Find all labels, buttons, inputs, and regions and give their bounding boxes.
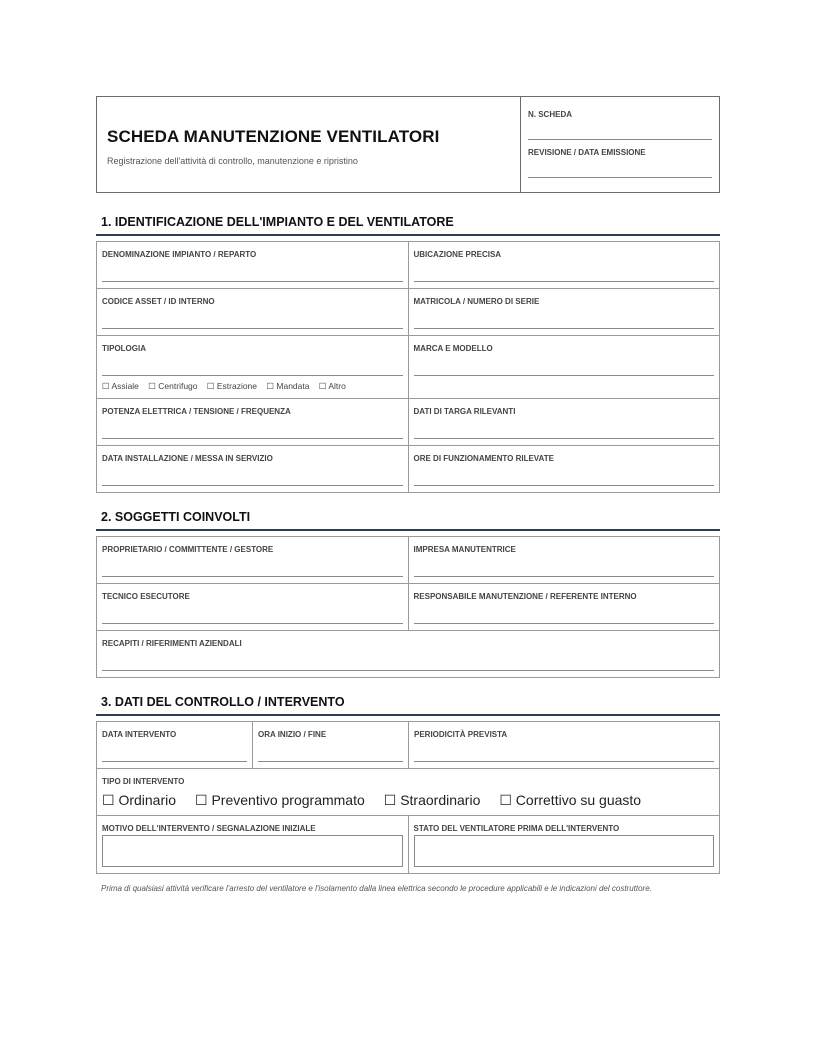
section3-row bbox=[97, 769, 719, 816]
section1-grid bbox=[96, 241, 720, 493]
time-cell bbox=[252, 722, 408, 768]
hours-cell bbox=[408, 446, 720, 492]
state-field[interactable] bbox=[414, 835, 715, 867]
plant-name-label: DENOMINAZIONE IMPIANTO / REPARTO bbox=[102, 250, 257, 259]
manager-label: RESPONSABILE MANUTENZIONE / REFERENTE INTERNO bbox=[413, 592, 637, 601]
install-date-cell bbox=[97, 446, 408, 492]
revision-label: REVISIONE / DATA EMISSIONE bbox=[528, 148, 646, 157]
type-option-estrazione[interactable]: ☐ Estrazione bbox=[206, 381, 258, 391]
document-title: SCHEDA MANUTENZIONE VENTILATORI bbox=[107, 127, 440, 146]
section1-row bbox=[97, 242, 719, 289]
install-date-field[interactable] bbox=[102, 463, 403, 486]
plant-name-field[interactable] bbox=[102, 259, 403, 282]
brand-model-label: MARCA E MODELLO bbox=[413, 344, 493, 353]
safety-note: Prima di qualsiasi attività verificare l'arresto del ventilatore e l'isolamento dalla linea elettrica secondo le procedure applicabili e le indicazioni del costruttore. bbox=[101, 884, 652, 893]
period-cell bbox=[408, 722, 719, 768]
contacts-field[interactable] bbox=[102, 648, 714, 671]
date-cell bbox=[97, 722, 252, 768]
section1-title: 1. IDENTIFICAZIONE DELL'IMPIANTO E DEL VENTILATORE bbox=[96, 215, 720, 236]
type-option-centrifugo[interactable]: ☐ Centrifugo bbox=[148, 381, 198, 391]
install-date-label: DATA INSTALLAZIONE / MESSA IN SERVIZIO bbox=[102, 454, 273, 463]
section3-row bbox=[97, 722, 719, 769]
manager-cell bbox=[408, 584, 720, 630]
section1-row bbox=[97, 446, 719, 492]
brand-model-cell bbox=[408, 336, 720, 398]
kind-option-correttivo[interactable]: ☐ Correttivo su guasto bbox=[499, 792, 642, 808]
reason-cell bbox=[97, 816, 408, 873]
section2-row bbox=[97, 631, 719, 677]
owner-field[interactable] bbox=[102, 554, 403, 577]
document-page bbox=[96, 96, 720, 895]
kind-option-ordinario[interactable]: ☐ Ordinario bbox=[102, 792, 177, 808]
power-field[interactable] bbox=[102, 416, 403, 439]
company-label: IMPRESA MANUTENTRICE bbox=[413, 545, 516, 554]
section1-row bbox=[97, 289, 719, 336]
type-option-mandata[interactable]: ☐ Mandata bbox=[266, 381, 310, 391]
section3-row bbox=[97, 816, 719, 873]
power-cell bbox=[97, 399, 408, 445]
company-cell bbox=[408, 537, 720, 583]
section2-row bbox=[97, 584, 719, 631]
reason-label: MOTIVO DELL'INTERVENTO / SEGNALAZIONE INIZIALE bbox=[102, 824, 316, 833]
location-field[interactable] bbox=[414, 259, 715, 282]
revision-field[interactable] bbox=[528, 157, 712, 178]
state-label: STATO DEL VENTILATORE PRIMA DELL'INTERVENTO bbox=[413, 824, 620, 833]
time-field[interactable] bbox=[258, 739, 403, 762]
kind-options bbox=[102, 792, 714, 809]
owner-label: PROPRIETARIO / COMMITTENTE / GESTORE bbox=[102, 545, 274, 554]
section2-row bbox=[97, 537, 719, 584]
location-cell bbox=[408, 242, 720, 288]
technician-label: TECNICO ESECUTORE bbox=[102, 592, 190, 601]
contacts-cell bbox=[97, 631, 719, 677]
type-options bbox=[102, 381, 403, 392]
section3-grid bbox=[96, 721, 720, 874]
type-option-assiale[interactable]: ☐ Assiale bbox=[102, 381, 139, 391]
date-label: DATA INTERVENTO bbox=[102, 730, 177, 739]
section1-row bbox=[97, 336, 719, 399]
section3-title: 3. DATI DEL CONTROLLO / INTERVENTO bbox=[96, 695, 720, 716]
asset-code-cell bbox=[97, 289, 408, 335]
technician-cell bbox=[97, 584, 408, 630]
kind-option-preventivo[interactable]: ☐ Preventivo programmato bbox=[195, 792, 365, 808]
hours-label: ORE DI FUNZIONAMENTO RILEVATE bbox=[413, 454, 554, 463]
serial-label: MATRICOLA / NUMERO DI SERIE bbox=[413, 297, 540, 306]
asset-code-label: CODICE ASSET / ID INTERNO bbox=[102, 297, 215, 306]
section2-title: 2. SOGGETTI COINVOLTI bbox=[96, 510, 720, 531]
serial-field[interactable] bbox=[414, 306, 715, 329]
document-subtitle: Registrazione dell'attività di controllo, manutenzione e ripristino bbox=[107, 156, 358, 166]
type-field[interactable] bbox=[102, 353, 403, 376]
plant-name-cell bbox=[97, 242, 408, 288]
card-number-field[interactable] bbox=[528, 119, 712, 140]
contacts-label: RECAPITI / RIFERIMENTI AZIENDALI bbox=[102, 639, 242, 648]
state-cell bbox=[408, 816, 720, 873]
period-field[interactable] bbox=[414, 739, 714, 762]
plate-data-label: DATI DI TARGA RILEVANTI bbox=[413, 407, 516, 416]
power-label: POTENZA ELETTRICA / TENSIONE / FREQUENZA bbox=[102, 407, 291, 416]
section2-grid bbox=[96, 536, 720, 678]
kind-label: TIPO DI INTERVENTO bbox=[102, 777, 185, 786]
header-meta-area bbox=[520, 97, 719, 192]
serial-cell bbox=[408, 289, 720, 335]
technician-field[interactable] bbox=[102, 601, 403, 624]
reason-field[interactable] bbox=[102, 835, 403, 867]
card-number-label: N. SCHEDA bbox=[528, 110, 573, 119]
date-field[interactable] bbox=[102, 739, 247, 762]
header-title-area bbox=[97, 97, 520, 192]
type-cell bbox=[97, 336, 408, 398]
header-box bbox=[96, 96, 720, 193]
location-label: UBICAZIONE PRECISA bbox=[413, 250, 502, 259]
manager-field[interactable] bbox=[414, 601, 715, 624]
section1-row bbox=[97, 399, 719, 446]
time-label: ORA INIZIO / FINE bbox=[258, 730, 327, 739]
owner-cell bbox=[97, 537, 408, 583]
type-option-altro[interactable]: ☐ Altro bbox=[318, 381, 346, 391]
plate-data-cell bbox=[408, 399, 720, 445]
brand-model-field[interactable] bbox=[414, 353, 715, 376]
kind-option-straordinario[interactable]: ☐ Straordinario bbox=[383, 792, 481, 808]
type-label: TIPOLOGIA bbox=[102, 344, 146, 353]
asset-code-field[interactable] bbox=[102, 306, 403, 329]
plate-data-field[interactable] bbox=[414, 416, 715, 439]
period-label: PERIODICITÀ PREVISTA bbox=[414, 730, 508, 739]
company-field[interactable] bbox=[414, 554, 715, 577]
kind-cell bbox=[97, 769, 719, 815]
hours-field[interactable] bbox=[414, 463, 715, 486]
